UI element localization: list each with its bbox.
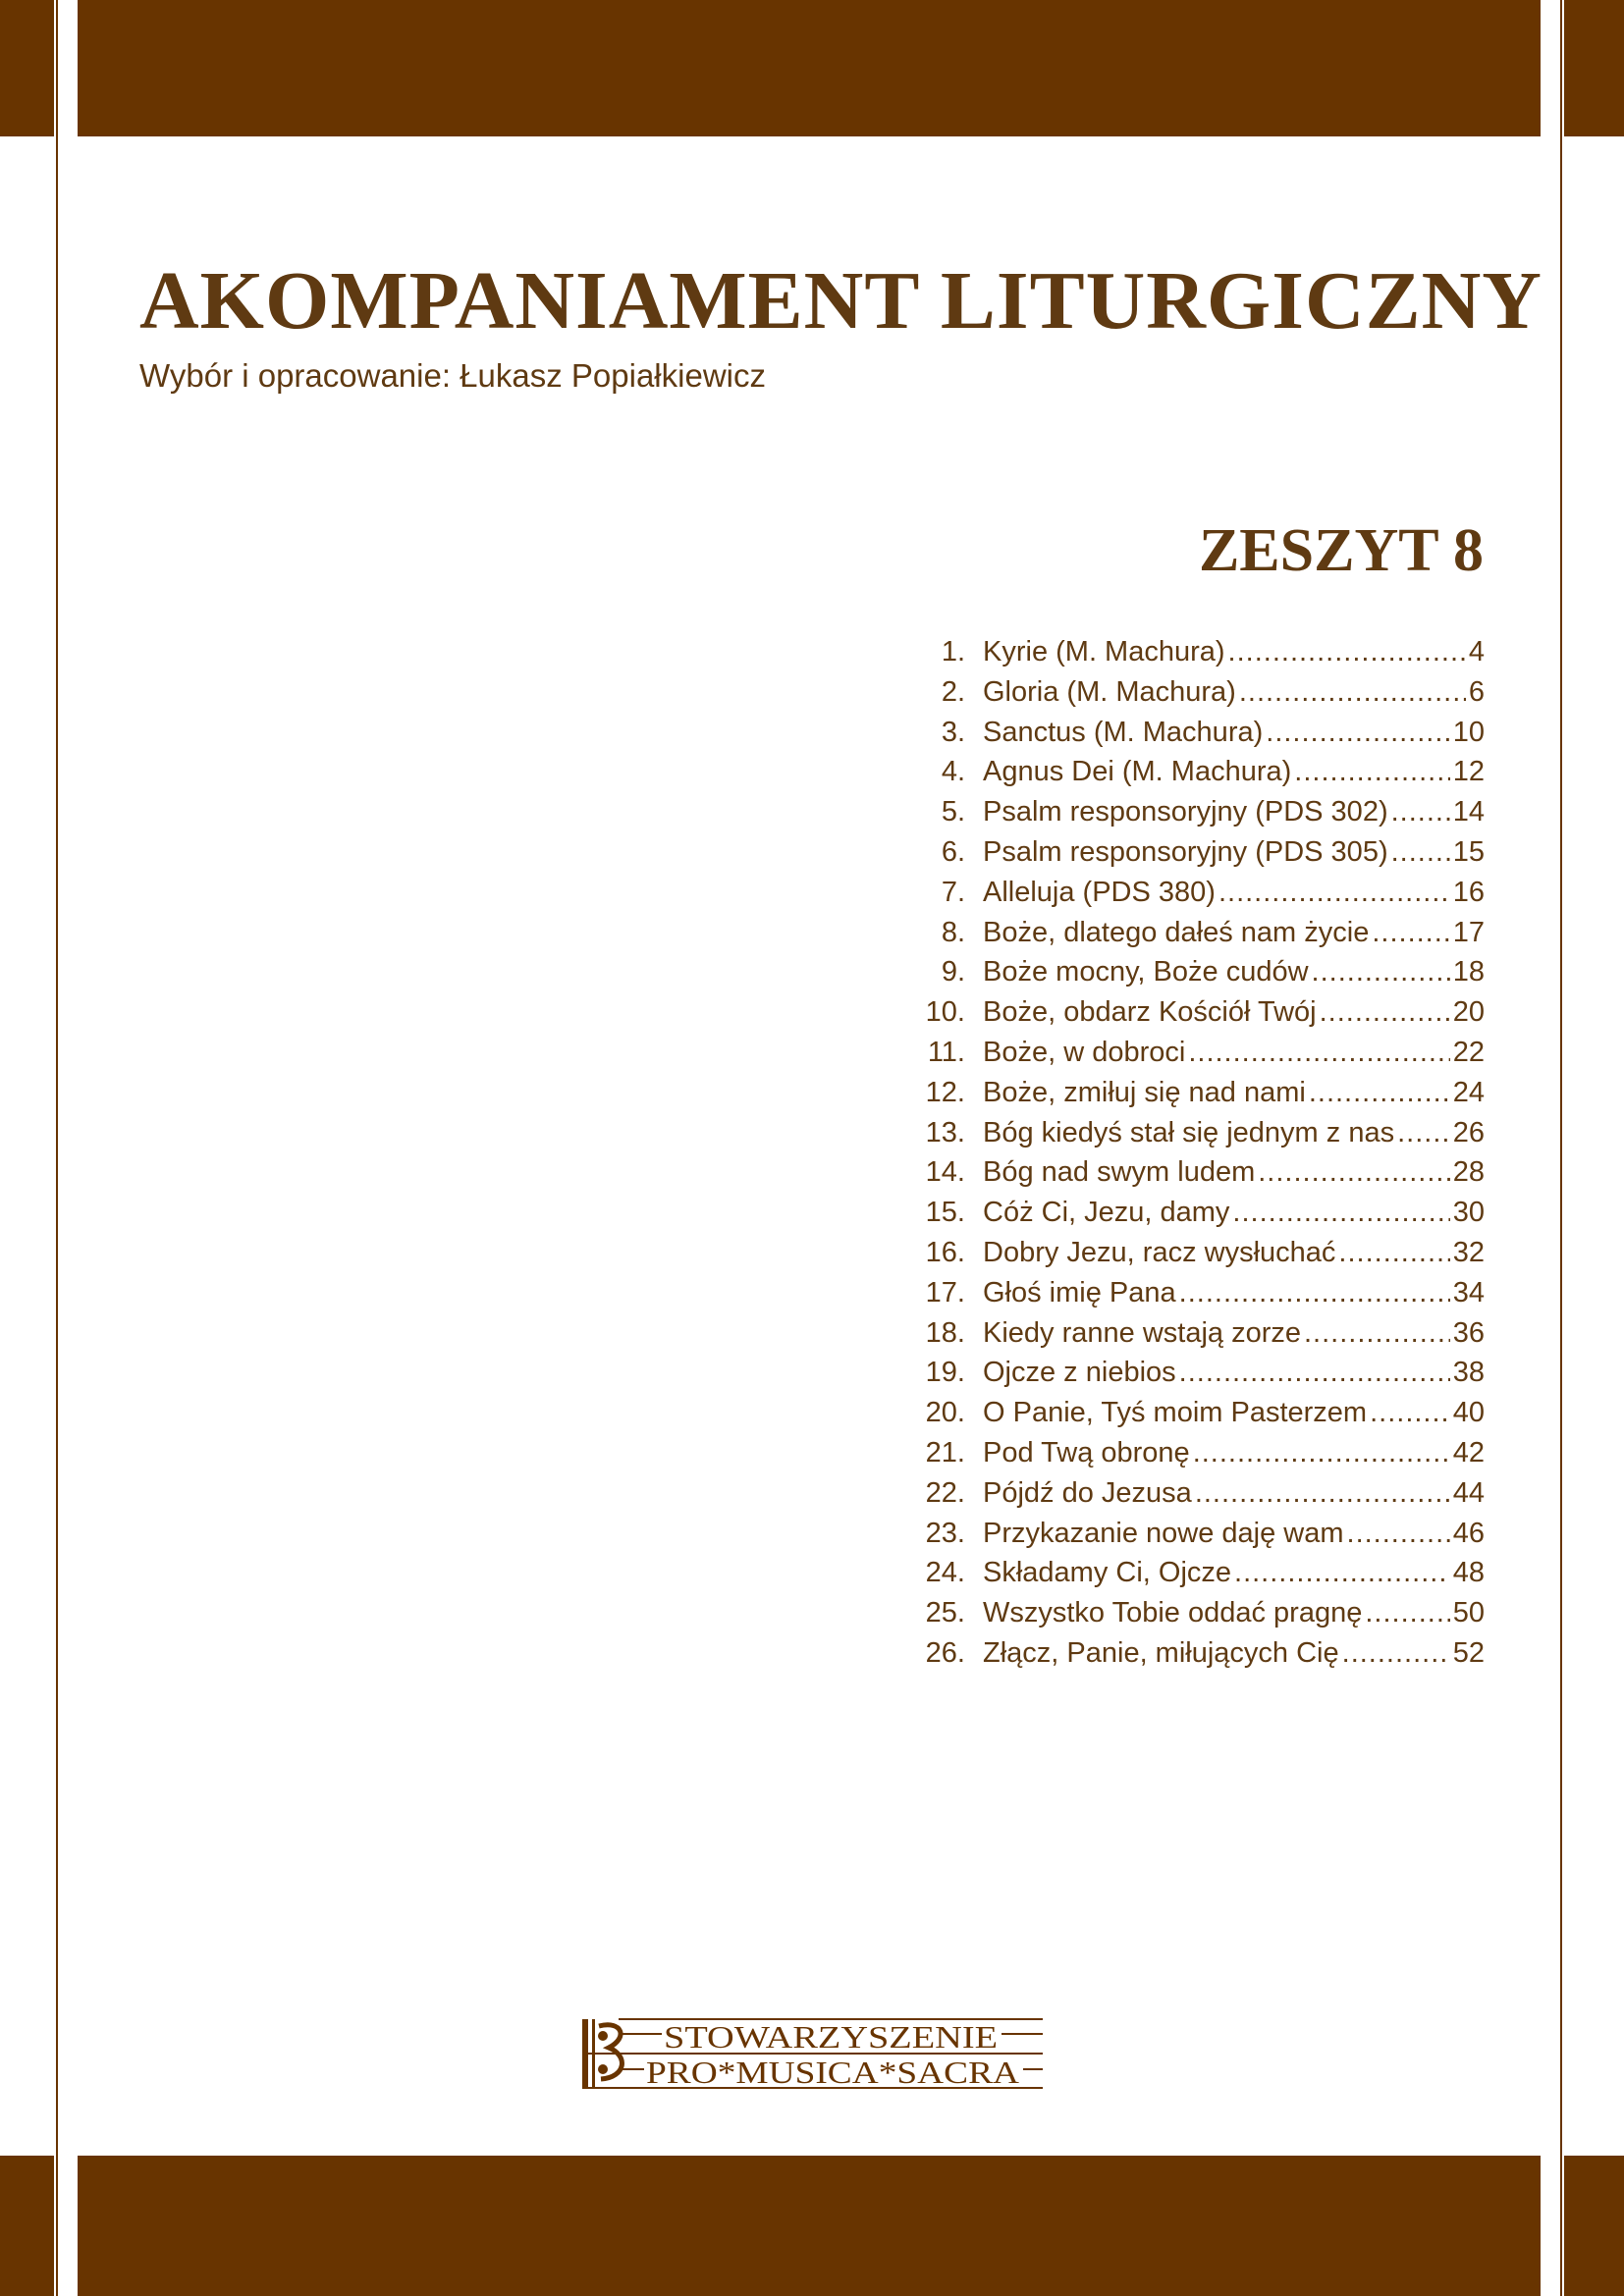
toc-page-number: 40 (1452, 1397, 1485, 1429)
toc-number: 26. (925, 1636, 965, 1669)
toc-dot-leader (1391, 836, 1450, 869)
toc-number: 8. (941, 916, 965, 948)
toc-entry (913, 1397, 1485, 1437)
toc-number: 16. (925, 1236, 965, 1268)
toc-page-number: 18 (1452, 956, 1485, 988)
toc-entry (913, 1557, 1485, 1597)
toc-number: 21. (925, 1436, 965, 1468)
toc-dot-leader (1294, 756, 1449, 788)
bottom-band (78, 2156, 1541, 2296)
toc-title: O Panie, Tyś moim Pasterzem (983, 1397, 1368, 1429)
toc-entry (913, 1037, 1485, 1077)
toc-page-number: 46 (1452, 1517, 1485, 1549)
toc-dot-leader (1391, 796, 1450, 828)
toc-dot-leader (1397, 1117, 1450, 1149)
toc-entry (913, 1117, 1485, 1157)
toc-dot-leader (1188, 1037, 1449, 1069)
toc-page-number: 12 (1452, 756, 1485, 788)
table-of-contents (913, 636, 1485, 1678)
top-band (78, 0, 1541, 136)
toc-title: Wszystko Tobie oddać pragnę (983, 1597, 1363, 1629)
bottom-band-left (0, 2156, 54, 2296)
toc-entry (913, 1437, 1485, 1477)
toc-entry (913, 956, 1485, 996)
toc-entry (913, 717, 1485, 757)
toc-dot-leader (1258, 1156, 1449, 1189)
toc-page-number: 34 (1452, 1276, 1485, 1308)
toc-title: Boże, dlatego dałeś nam życie (983, 916, 1370, 948)
toc-dot-leader (1309, 1077, 1450, 1109)
top-band-right (1564, 0, 1624, 136)
toc-dot-leader (1234, 1557, 1450, 1589)
toc-number: 19. (925, 1357, 965, 1389)
toc-title: Pod Twą obronę (983, 1436, 1190, 1468)
toc-title: Cóż Ci, Jezu, damy (983, 1197, 1230, 1229)
toc-entry (913, 1277, 1485, 1317)
toc-number: 9. (941, 956, 965, 988)
toc-dot-leader (1312, 956, 1450, 988)
toc-dot-leader (1365, 1597, 1449, 1629)
toc-page-number: 44 (1452, 1476, 1485, 1509)
toc-dot-leader (1195, 1477, 1450, 1510)
toc-title: Kyrie (M. Machura) (983, 636, 1225, 667)
toc-number: 1. (941, 636, 965, 667)
toc-number: 12. (925, 1076, 965, 1108)
logo-line-2: PRO*MUSICA*SACRA (646, 2055, 1019, 2090)
document-title: AKOMPANIAMENT LITURGICZNY (139, 255, 1543, 347)
toc-number: 17. (925, 1276, 965, 1308)
toc-page-number: 20 (1452, 996, 1485, 1029)
toc-number: 5. (941, 796, 965, 828)
toc-title: Kiedy ranne wstają zorze (983, 1316, 1301, 1349)
toc-page-number: 48 (1452, 1557, 1485, 1589)
toc-title: Boże mocny, Boże cudów (983, 956, 1309, 988)
toc-title: Alleluja (PDS 380) (983, 876, 1216, 908)
toc-number: 20. (925, 1397, 965, 1429)
toc-title: Pójdź do Jezusa (983, 1476, 1192, 1509)
toc-title: Bóg nad swym ludem (983, 1156, 1256, 1189)
toc-page-number: 22 (1452, 1036, 1485, 1068)
toc-dot-leader (1232, 1197, 1449, 1229)
toc-title: Przykazanie nowe daję wam (983, 1517, 1344, 1549)
toc-page-number: 10 (1452, 716, 1485, 748)
toc-page-number: 4 (1468, 636, 1485, 667)
toc-page-number: 38 (1452, 1357, 1485, 1389)
bottom-band-right (1564, 2156, 1624, 2296)
document-subtitle: Wybór i opracowanie: Łukasz Popiałkiewicz (139, 357, 766, 394)
toc-entry (913, 1357, 1485, 1397)
toc-dot-leader (1179, 1277, 1450, 1309)
toc-number: 22. (925, 1476, 965, 1509)
toc-title: Boże, obdarz Kościół Twój (983, 996, 1317, 1029)
toc-title: Bóg kiedyś stał się jednym z nas (983, 1116, 1395, 1148)
toc-number: 4. (941, 756, 965, 788)
toc-title: Psalm responsoryjny (PDS 302) (983, 796, 1388, 828)
toc-entry (913, 1156, 1485, 1197)
left-border-line (56, 0, 58, 2296)
toc-title: Składamy Ci, Ojcze (983, 1557, 1232, 1589)
toc-page-number: 28 (1452, 1156, 1485, 1189)
toc-entry (913, 756, 1485, 796)
toc-number: 24. (925, 1557, 965, 1589)
toc-entry (913, 1237, 1485, 1277)
toc-title: Dobry Jezu, racz wysłuchać (983, 1236, 1336, 1268)
top-band-left (0, 0, 54, 136)
toc-dot-leader (1320, 996, 1450, 1029)
toc-entry (913, 877, 1485, 917)
toc-page-number: 17 (1452, 916, 1485, 948)
toc-entry (913, 676, 1485, 717)
toc-title: Ojcze z niebios (983, 1357, 1176, 1389)
toc-title: Gloria (M. Machura) (983, 675, 1236, 708)
toc-entry (913, 1477, 1485, 1518)
toc-number: 13. (925, 1116, 965, 1148)
toc-dot-leader (1372, 917, 1449, 949)
toc-entry (913, 1518, 1485, 1558)
toc-page-number: 16 (1452, 876, 1485, 908)
toc-entry (913, 796, 1485, 836)
toc-page-number: 26 (1452, 1116, 1485, 1148)
toc-entry (913, 636, 1485, 676)
toc-number: 23. (925, 1517, 965, 1549)
toc-dot-leader (1266, 717, 1449, 749)
toc-entry (913, 836, 1485, 877)
toc-page-number: 50 (1452, 1597, 1485, 1629)
toc-page-number: 24 (1452, 1076, 1485, 1108)
right-border-line (1560, 0, 1562, 2296)
toc-dot-leader (1304, 1317, 1450, 1350)
logo-line-1: STOWARZYSZENIE (664, 2019, 998, 2055)
toc-dot-leader (1179, 1357, 1450, 1389)
toc-number: 7. (941, 876, 965, 908)
toc-entry (913, 917, 1485, 957)
toc-dot-leader (1370, 1397, 1450, 1429)
toc-page-number: 14 (1452, 796, 1485, 828)
toc-number: 11. (927, 1036, 965, 1068)
toc-number: 25. (925, 1597, 965, 1629)
toc-number: 15. (925, 1197, 965, 1229)
toc-dot-leader (1342, 1637, 1450, 1670)
toc-title: Boże, zmiłuj się nad nami (983, 1076, 1306, 1108)
toc-page-number: 52 (1452, 1636, 1485, 1669)
toc-page-number: 42 (1452, 1436, 1485, 1468)
toc-entry (913, 996, 1485, 1037)
toc-page-number: 30 (1452, 1197, 1485, 1229)
toc-page-number: 15 (1452, 835, 1485, 868)
toc-page-number: 6 (1468, 675, 1485, 708)
toc-dot-leader (1193, 1437, 1450, 1469)
toc-title: Głoś imię Pana (983, 1276, 1176, 1308)
toc-dot-leader (1239, 676, 1466, 709)
toc-page-number: 36 (1452, 1316, 1485, 1349)
toc-entry (913, 1197, 1485, 1237)
toc-title: Sanctus (M. Machura) (983, 716, 1264, 748)
toc-title: Psalm responsoryjny (PDS 305) (983, 835, 1388, 868)
toc-dot-leader (1338, 1237, 1449, 1269)
toc-dot-leader (1347, 1518, 1450, 1550)
toc-page-number: 32 (1452, 1236, 1485, 1268)
toc-dot-leader (1228, 636, 1466, 668)
toc-number: 18. (925, 1316, 965, 1349)
toc-number: 6. (941, 835, 965, 868)
toc-entry (913, 1597, 1485, 1637)
toc-title: Agnus Dei (M. Machura) (983, 756, 1292, 788)
publisher-logo (579, 2016, 1045, 2091)
volume-label: ZESZYT 8 (1198, 517, 1484, 584)
toc-entry (913, 1317, 1485, 1358)
toc-number: 10. (925, 996, 965, 1029)
toc-number: 14. (925, 1156, 965, 1189)
toc-title: Złącz, Panie, miłujących Cię (983, 1636, 1339, 1669)
toc-entry (913, 1637, 1485, 1678)
toc-title: Boże, w dobroci (983, 1036, 1186, 1068)
toc-number: 2. (941, 675, 965, 708)
toc-number: 3. (941, 716, 965, 748)
toc-dot-leader (1218, 877, 1450, 909)
toc-entry (913, 1077, 1485, 1117)
